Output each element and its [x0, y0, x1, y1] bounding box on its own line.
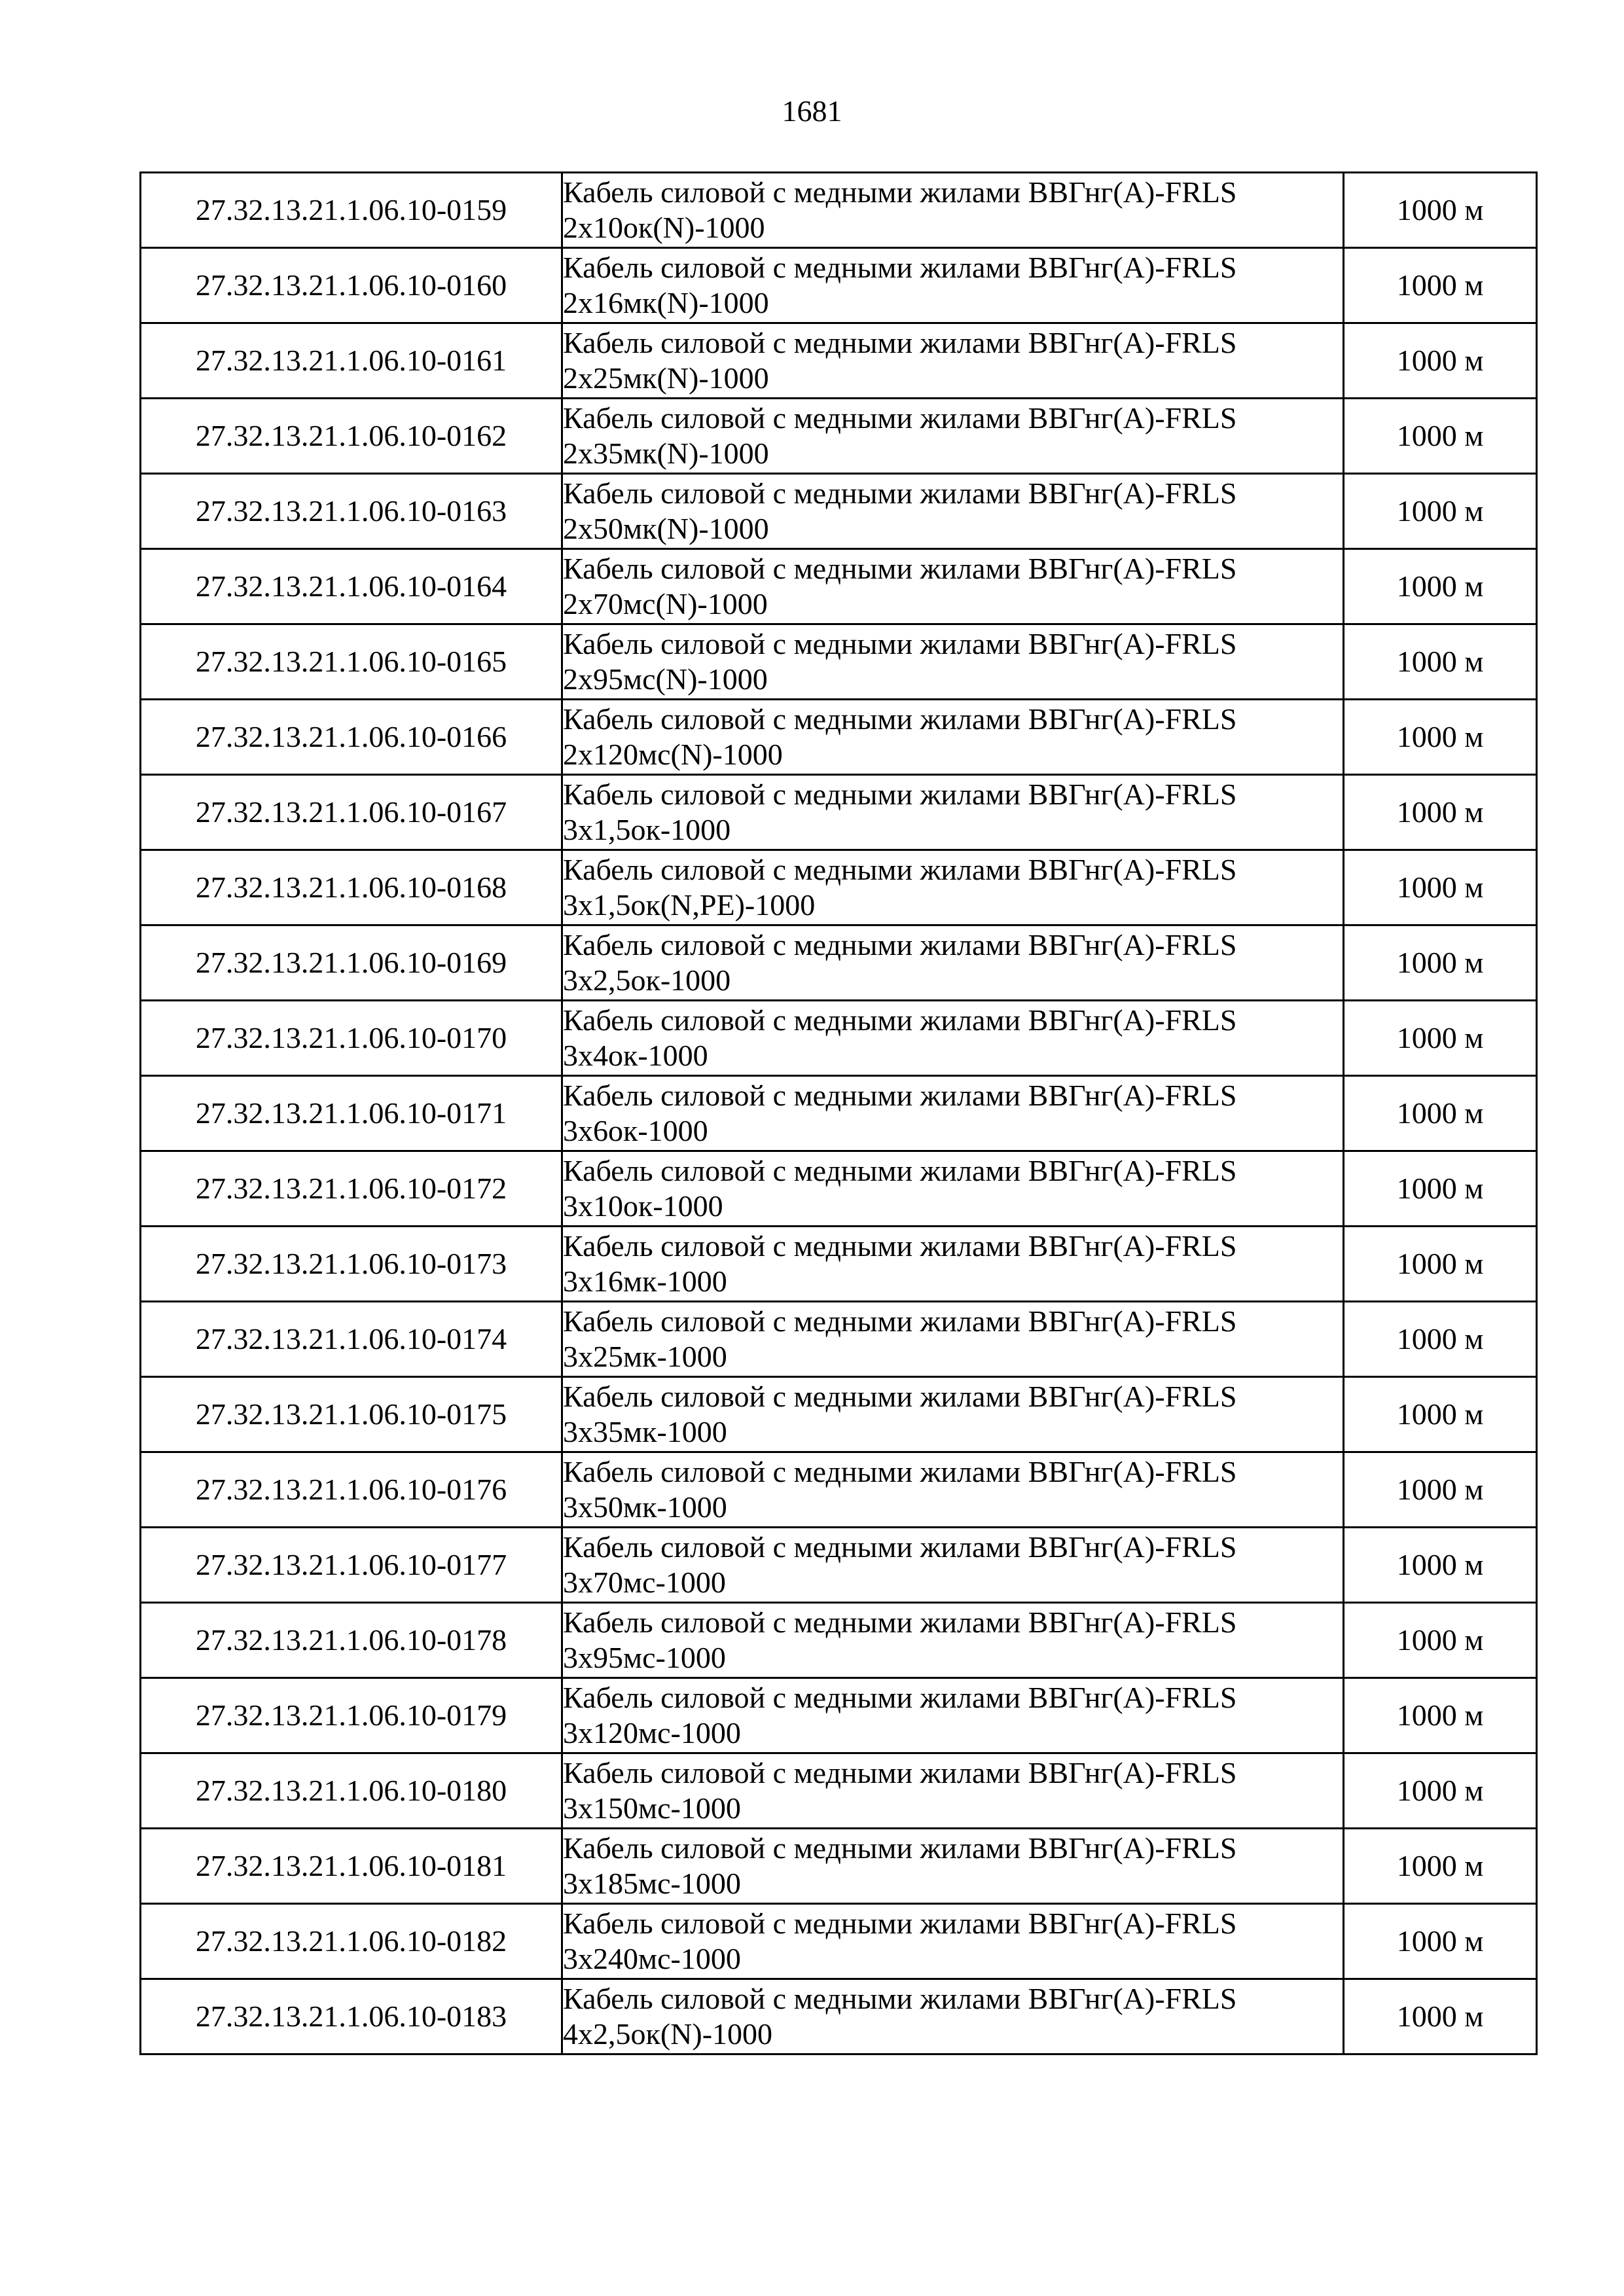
- resource-name-cell: [562, 1001, 1344, 1076]
- resource-name-cell: [562, 1979, 1344, 2054]
- resource-code-cell: 27.32.13.21.1.06.10-0182: [141, 1904, 562, 1979]
- resource-name-line-2: 2х35мк(N)-1000: [563, 437, 769, 470]
- resource-name-line-2: 2х16мк(N)-1000: [563, 286, 769, 319]
- table-row: [141, 248, 1537, 323]
- page-number: 1681: [782, 94, 842, 128]
- resource-name-line-1: Кабель силовой с медными жилами ВВГнг(А)-FRLS: [563, 1079, 1237, 1112]
- unit-cell: 1000 м: [1344, 323, 1537, 399]
- table-row: [141, 1678, 1537, 1753]
- resource-name-cell: [562, 624, 1344, 700]
- unit-cell: 1000 м: [1344, 1076, 1537, 1151]
- resource-name-cell: [562, 1227, 1344, 1302]
- resource-name-line-1: Кабель силовой с медными жилами ВВГнг(А)-FRLS: [563, 326, 1237, 359]
- resource-code-cell: 27.32.13.21.1.06.10-0179: [141, 1678, 562, 1753]
- resource-name-line-1: Кабель силовой с медными жилами ВВГнг(А)-FRLS: [563, 1982, 1237, 2015]
- resource-name-cell: [562, 1603, 1344, 1678]
- resource-name-cell: [562, 1528, 1344, 1603]
- table-row: [141, 700, 1537, 775]
- table-row: [141, 1452, 1537, 1528]
- table-row: [141, 399, 1537, 474]
- resource-name-line-2: 3х150мс-1000: [563, 1791, 741, 1825]
- resource-name-line-1: Кабель силовой с медными жилами ВВГнг(А)-FRLS: [563, 1605, 1237, 1639]
- unit-cell: 1000 м: [1344, 1678, 1537, 1753]
- resource-name-line-1: Кабель силовой с медными жилами ВВГнг(А)-FRLS: [563, 1229, 1237, 1263]
- resource-name-cell: [562, 1151, 1344, 1227]
- unit-cell: 1000 м: [1344, 1452, 1537, 1528]
- table-row: [141, 1979, 1537, 2054]
- resource-name-line-1: Кабель силовой с медными жилами ВВГнг(А)-FRLS: [563, 702, 1237, 736]
- table-row: [141, 1001, 1537, 1076]
- resource-name-cell: [562, 1678, 1344, 1753]
- resource-name-line-2: 2х120мс(N)-1000: [563, 738, 783, 771]
- resource-code-cell: 27.32.13.21.1.06.10-0178: [141, 1603, 562, 1678]
- unit-cell: 1000 м: [1344, 850, 1537, 925]
- resource-name-cell: [562, 775, 1344, 850]
- resource-code-cell: 27.32.13.21.1.06.10-0181: [141, 1829, 562, 1904]
- unit-cell: 1000 м: [1344, 624, 1537, 700]
- resource-code-cell: 27.32.13.21.1.06.10-0183: [141, 1979, 562, 2054]
- table-row: [141, 474, 1537, 549]
- unit-cell: 1000 м: [1344, 1603, 1537, 1678]
- unit-cell: 1000 м: [1344, 474, 1537, 549]
- resource-name-line-1: Кабель силовой с медными жилами ВВГнг(А)-FRLS: [563, 778, 1237, 811]
- resource-code-cell: 27.32.13.21.1.06.10-0176: [141, 1452, 562, 1528]
- resource-name-line-2: 2х10ок(N)-1000: [563, 211, 765, 244]
- resource-name-line-1: Кабель силовой с медными жилами ВВГнг(А)-FRLS: [563, 928, 1237, 961]
- resource-name-cell: [562, 1302, 1344, 1377]
- unit-cell: 1000 м: [1344, 1377, 1537, 1452]
- unit-cell: 1000 м: [1344, 1979, 1537, 2054]
- table-row: [141, 1603, 1537, 1678]
- unit-cell: 1000 м: [1344, 1528, 1537, 1603]
- resource-name-line-2: 4х2,5ок(N)-1000: [563, 2017, 773, 2051]
- resource-name-cell: [562, 1452, 1344, 1528]
- resource-code-cell: 27.32.13.21.1.06.10-0164: [141, 549, 562, 624]
- resource-name-line-1: Кабель силовой с медными жилами ВВГнг(А)-FRLS: [563, 1907, 1237, 1940]
- table-row: [141, 549, 1537, 624]
- resource-name-line-2: 3х1,5ок-1000: [563, 813, 731, 846]
- resource-name-line-2: 3х25мк-1000: [563, 1340, 727, 1373]
- resource-code-cell: 27.32.13.21.1.06.10-0165: [141, 624, 562, 700]
- resource-name-line-1: Кабель силовой с медными жилами ВВГнг(А)-FRLS: [563, 1154, 1237, 1187]
- resource-code-cell: 27.32.13.21.1.06.10-0162: [141, 399, 562, 474]
- unit-cell: 1000 м: [1344, 1302, 1537, 1377]
- unit-cell: 1000 м: [1344, 1151, 1537, 1227]
- resource-name-line-2: 2х95мс(N)-1000: [563, 662, 768, 696]
- unit-cell: 1000 м: [1344, 399, 1537, 474]
- resource-name-cell: [562, 1377, 1344, 1452]
- resource-name-line-1: Кабель силовой с медными жилами ВВГнг(А)-FRLS: [563, 627, 1237, 660]
- resource-code-cell: 27.32.13.21.1.06.10-0175: [141, 1377, 562, 1452]
- resource-name-line-2: 2х70мс(N)-1000: [563, 587, 768, 620]
- table-row: [141, 323, 1537, 399]
- resource-name-line-2: 3х95мс-1000: [563, 1641, 726, 1674]
- resource-code-cell: 27.32.13.21.1.06.10-0167: [141, 775, 562, 850]
- table-row: [141, 1904, 1537, 1979]
- unit-cell: 1000 м: [1344, 1753, 1537, 1829]
- resource-name-line-2: 3х10ок-1000: [563, 1189, 723, 1223]
- resource-code-cell: 27.32.13.21.1.06.10-0160: [141, 248, 562, 323]
- resource-code-cell: 27.32.13.21.1.06.10-0166: [141, 700, 562, 775]
- table-row: [141, 925, 1537, 1001]
- table-row: [141, 1753, 1537, 1829]
- table-row: [141, 1302, 1537, 1377]
- resource-name-cell: [562, 1829, 1344, 1904]
- resource-name-cell: [562, 925, 1344, 1001]
- table-row: [141, 1076, 1537, 1151]
- resource-code-cell: 27.32.13.21.1.06.10-0180: [141, 1753, 562, 1829]
- resource-name-line-2: 2х25мк(N)-1000: [563, 361, 769, 395]
- resource-name-cell: [562, 1076, 1344, 1151]
- resource-name-line-1: Кабель силовой с медными жилами ВВГнг(А)-FRLS: [563, 401, 1237, 435]
- table-row: [141, 775, 1537, 850]
- table-row: [141, 1829, 1537, 1904]
- resource-name-line-2: 2х50мк(N)-1000: [563, 512, 769, 545]
- table-row: [141, 624, 1537, 700]
- resource-name-line-1: Кабель силовой с медными жилами ВВГнг(А)-FRLS: [563, 1681, 1237, 1714]
- resource-name-line-1: Кабель силовой с медными жилами ВВГнг(А)-FRLS: [563, 552, 1237, 585]
- resource-name-line-2: 3х35мк-1000: [563, 1415, 727, 1448]
- unit-cell: 1000 м: [1344, 925, 1537, 1001]
- resource-code-cell: 27.32.13.21.1.06.10-0172: [141, 1151, 562, 1227]
- resource-name-line-1: Кабель силовой с медными жилами ВВГнг(А)-FRLS: [563, 1455, 1237, 1488]
- resource-name-line-2: 3х240мс-1000: [563, 1942, 741, 1975]
- resource-name-line-1: Кабель силовой с медными жилами ВВГнг(А)-FRLS: [563, 251, 1237, 284]
- table-row: [141, 1227, 1537, 1302]
- table-body: [141, 173, 1537, 2054]
- unit-cell: 1000 м: [1344, 1227, 1537, 1302]
- resource-name-cell: [562, 474, 1344, 549]
- resource-code-cell: 27.32.13.21.1.06.10-0168: [141, 850, 562, 925]
- resource-code-cell: 27.32.13.21.1.06.10-0173: [141, 1227, 562, 1302]
- resource-name-line-2: 3х185мс-1000: [563, 1867, 741, 1900]
- resource-name-cell: [562, 549, 1344, 624]
- resource-name-cell: [562, 850, 1344, 925]
- resource-name-cell: [562, 700, 1344, 775]
- resource-code-cell: 27.32.13.21.1.06.10-0174: [141, 1302, 562, 1377]
- resource-code-cell: 27.32.13.21.1.06.10-0171: [141, 1076, 562, 1151]
- resource-name-line-2: 3х70мс-1000: [563, 1566, 726, 1599]
- unit-cell: 1000 м: [1344, 248, 1537, 323]
- resource-name-cell: [562, 1753, 1344, 1829]
- resource-name-cell: [562, 1904, 1344, 1979]
- table-row: [141, 850, 1537, 925]
- resource-code-cell: 27.32.13.21.1.06.10-0169: [141, 925, 562, 1001]
- resource-name-line-1: Кабель силовой с медными жилами ВВГнг(А)-FRLS: [563, 1756, 1237, 1789]
- resource-name-line-2: 3х1,5ок(N,PE)-1000: [563, 888, 816, 922]
- resource-name-line-1: Кабель силовой с медными жилами ВВГнг(А)-FRLS: [563, 1530, 1237, 1564]
- unit-cell: 1000 м: [1344, 1001, 1537, 1076]
- unit-cell: 1000 м: [1344, 775, 1537, 850]
- unit-cell: 1000 м: [1344, 173, 1537, 248]
- resource-code-cell: 27.32.13.21.1.06.10-0170: [141, 1001, 562, 1076]
- resource-code-cell: 27.32.13.21.1.06.10-0159: [141, 173, 562, 248]
- resource-name-line-2: 3х4ок-1000: [563, 1039, 708, 1072]
- resource-name-cell: [562, 323, 1344, 399]
- resource-name-line-1: Кабель силовой с медными жилами ВВГнг(А)-FRLS: [563, 853, 1237, 886]
- resource-code-cell: 27.32.13.21.1.06.10-0161: [141, 323, 562, 399]
- table-row: [141, 173, 1537, 248]
- resource-name-line-2: 3х120мс-1000: [563, 1716, 741, 1749]
- resource-code-cell: 27.32.13.21.1.06.10-0177: [141, 1528, 562, 1603]
- resource-name-cell: [562, 399, 1344, 474]
- resource-name-line-1: Кабель силовой с медными жилами ВВГнг(А)-FRLS: [563, 1380, 1237, 1413]
- resource-name-line-1: Кабель силовой с медными жилами ВВГнг(А)-FRLS: [563, 175, 1237, 209]
- table-row: [141, 1151, 1537, 1227]
- resource-name-line-2: 3х6ок-1000: [563, 1114, 708, 1147]
- resource-name-line-1: Кабель силовой с медными жилами ВВГнг(А)-FRLS: [563, 1304, 1237, 1338]
- resource-name-line-2: 3х2,5ок-1000: [563, 963, 731, 997]
- resource-name-line-1: Кабель силовой с медными жилами ВВГнг(А)-FRLS: [563, 1831, 1237, 1865]
- resource-name-line-2: 3х16мк-1000: [563, 1265, 727, 1298]
- resource-name-cell: [562, 248, 1344, 323]
- resource-name-line-1: Кабель силовой с медными жилами ВВГнг(А)-FRLS: [563, 476, 1237, 510]
- table-row: [141, 1377, 1537, 1452]
- resource-table: [139, 171, 1538, 2055]
- resource-name-line-2: 3х50мк-1000: [563, 1490, 727, 1524]
- unit-cell: 1000 м: [1344, 1904, 1537, 1979]
- resource-code-cell: 27.32.13.21.1.06.10-0163: [141, 474, 562, 549]
- unit-cell: 1000 м: [1344, 1829, 1537, 1904]
- resource-name-line-1: Кабель силовой с медными жилами ВВГнг(А)-FRLS: [563, 1003, 1237, 1037]
- table-row: [141, 1528, 1537, 1603]
- unit-cell: 1000 м: [1344, 549, 1537, 624]
- resource-name-cell: [562, 173, 1344, 248]
- unit-cell: 1000 м: [1344, 700, 1537, 775]
